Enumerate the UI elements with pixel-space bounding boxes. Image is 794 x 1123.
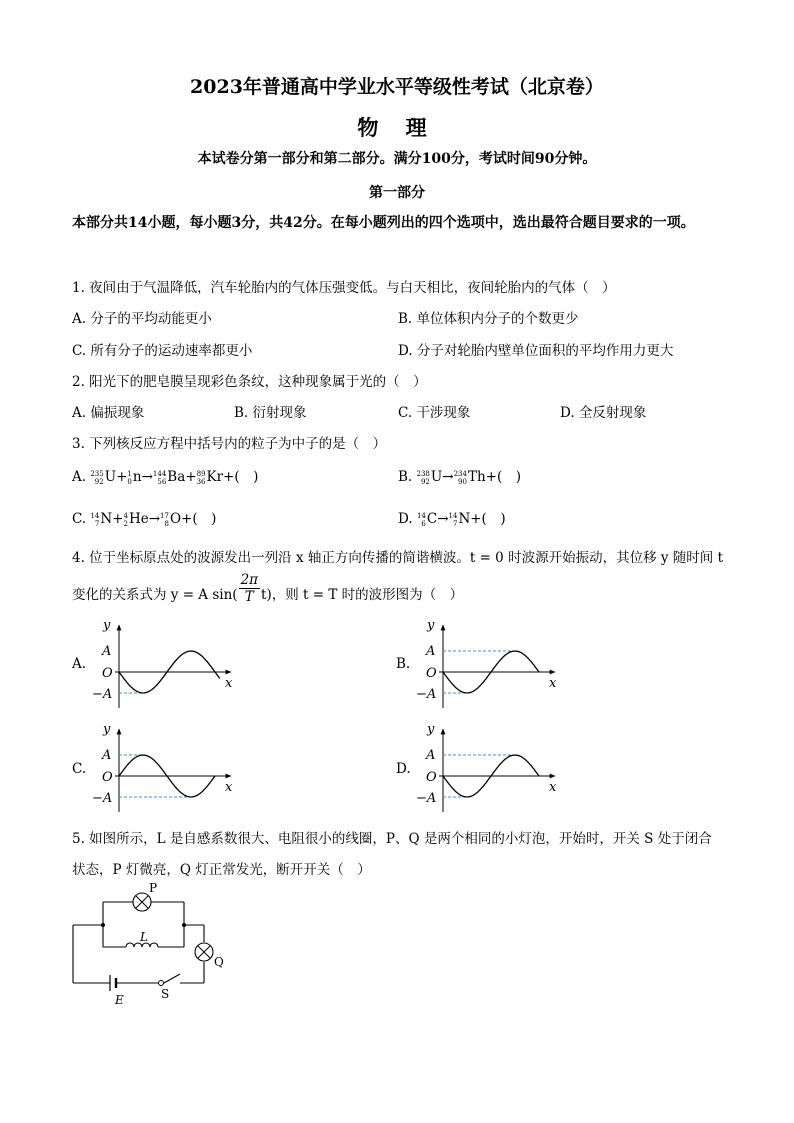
q5-circuit-diagram: [60, 880, 240, 1010]
q4-c-neg-a-label: −A: [92, 791, 113, 806]
q3-a-label: A.: [72, 469, 87, 485]
q4-c-x-label: x: [225, 780, 233, 795]
q5-stem-line1: 5. 如图所示，L 是自感系数很大、电阻很小的线圈，P、Q 是两个相同的小灯泡，开始时，开关 S 处于闭合: [72, 831, 712, 847]
q3-option-d[interactable]: D. 14 6 C→ 14 7 N+( ): [398, 511, 506, 528]
part-heading: 第一部分: [369, 185, 425, 201]
q4-stem-line2: 变化的关系式为 y = A sin( $\frac{2\pi}{T}$ t)，则 t = T 时的波形图为（ ）: [72, 572, 464, 605]
q3-b-label: B.: [398, 469, 413, 485]
subject-title: 物 理: [357, 115, 437, 140]
label-s: S: [161, 987, 170, 1001]
q4-a-x-label: x: [225, 676, 233, 691]
q4-c-a-label: A: [102, 748, 112, 763]
q4-d-y-label: y: [427, 722, 435, 737]
q2-option-b[interactable]: B. 衍射现象: [234, 405, 307, 421]
q4-a-y-label: y: [103, 618, 111, 633]
exam-info: 本试卷分第一部分和第二部分。满分100分，考试时间90分钟。: [197, 151, 597, 167]
q1-option-c[interactable]: C. 所有分子的运动速率都更小: [72, 343, 253, 359]
lamp-q-icon: [195, 943, 213, 961]
q4-option-d[interactable]: D.: [396, 761, 411, 777]
q2-option-c[interactable]: C. 干涉现象: [398, 405, 471, 421]
label-q: Q: [214, 955, 224, 969]
q3-d-label: D.: [398, 511, 413, 527]
q5-stem-line2: 状态，P 灯微亮，Q 灯正常发光，断开开关（ ）: [72, 862, 371, 878]
q4-c-y-label: y: [103, 722, 111, 737]
q3-option-c[interactable]: C. 14 7 N+ 4 2 He→ 17 8 O+( ): [72, 511, 217, 528]
q2-option-d[interactable]: D. 全反射现象: [560, 405, 647, 421]
q4-a-o-label: O: [102, 666, 113, 681]
q4-b-x-label: x: [549, 676, 557, 691]
q4-option-a[interactable]: A.: [72, 656, 87, 672]
q3-option-b[interactable]: B. 238 92 U→ 234 90 Th+( ): [398, 469, 522, 486]
q4-d-neg-a-label: −A: [416, 791, 437, 806]
q1-option-b[interactable]: B. 单位体积内分子的个数更少: [398, 311, 579, 327]
q3-option-a[interactable]: A. 235 92 U+ 1 0 n→ 144 56 Ba+ 89 36 Kr+( ): [72, 469, 259, 486]
q4-option-b[interactable]: B.: [396, 656, 411, 672]
q2-stem: 2. 阳光下的肥皂膜呈现彩色条纹，这种现象属于光的（ ）: [72, 374, 427, 390]
q4-c-o-label: O: [102, 770, 113, 785]
q4-a-neg-a-label: −A: [92, 687, 113, 702]
q4-b-a-label: A: [426, 644, 436, 659]
q4-b-o-label: O: [426, 666, 437, 681]
q4-b-neg-a-label: −A: [416, 687, 437, 702]
label-e: E: [115, 993, 124, 1007]
q4-d-a-label: A: [426, 748, 436, 763]
q4-d-o-label: O: [426, 770, 437, 785]
q3-stem: 3. 下列核反应方程中括号内的粒子为中子的是（ ）: [72, 436, 387, 452]
q4-d-x-label: x: [549, 780, 557, 795]
label-l: L: [140, 930, 148, 944]
part-instructions: 本部分共14小题，每小题3分，共42分。在每小题列出的四个选项中，选出最符合题目要求的一项。: [72, 215, 695, 231]
exam-title: 2023年普通高中学业水平等级性考试（北京卷）: [190, 76, 604, 98]
q2-option-a[interactable]: A. 偏振现象: [72, 405, 145, 421]
q1-option-a[interactable]: A. 分子的平均动能更小: [72, 311, 212, 327]
q4-option-c[interactable]: C.: [72, 761, 87, 777]
label-p: P: [149, 881, 158, 895]
q4-b-y-label: y: [427, 618, 435, 633]
q4-stem-line1: 4. 位于坐标原点处的波源发出一列沿 x 轴正方向传播的简谐横波。t = 0 时波源开始振动，其位移 y 随时间 t: [72, 550, 723, 566]
q4-a-a-label: A: [102, 644, 112, 659]
q1-stem: 1. 夜间由于气温降低，汽车轮胎内的气体压强变低。与白天相比，夜间轮胎内的气体（ ）: [72, 280, 616, 296]
q1-option-d[interactable]: D. 分子对轮胎内壁单位面积的平均作用力更大: [398, 343, 674, 359]
q3-c-label: C.: [72, 511, 87, 527]
lamp-p-icon: [133, 893, 151, 911]
